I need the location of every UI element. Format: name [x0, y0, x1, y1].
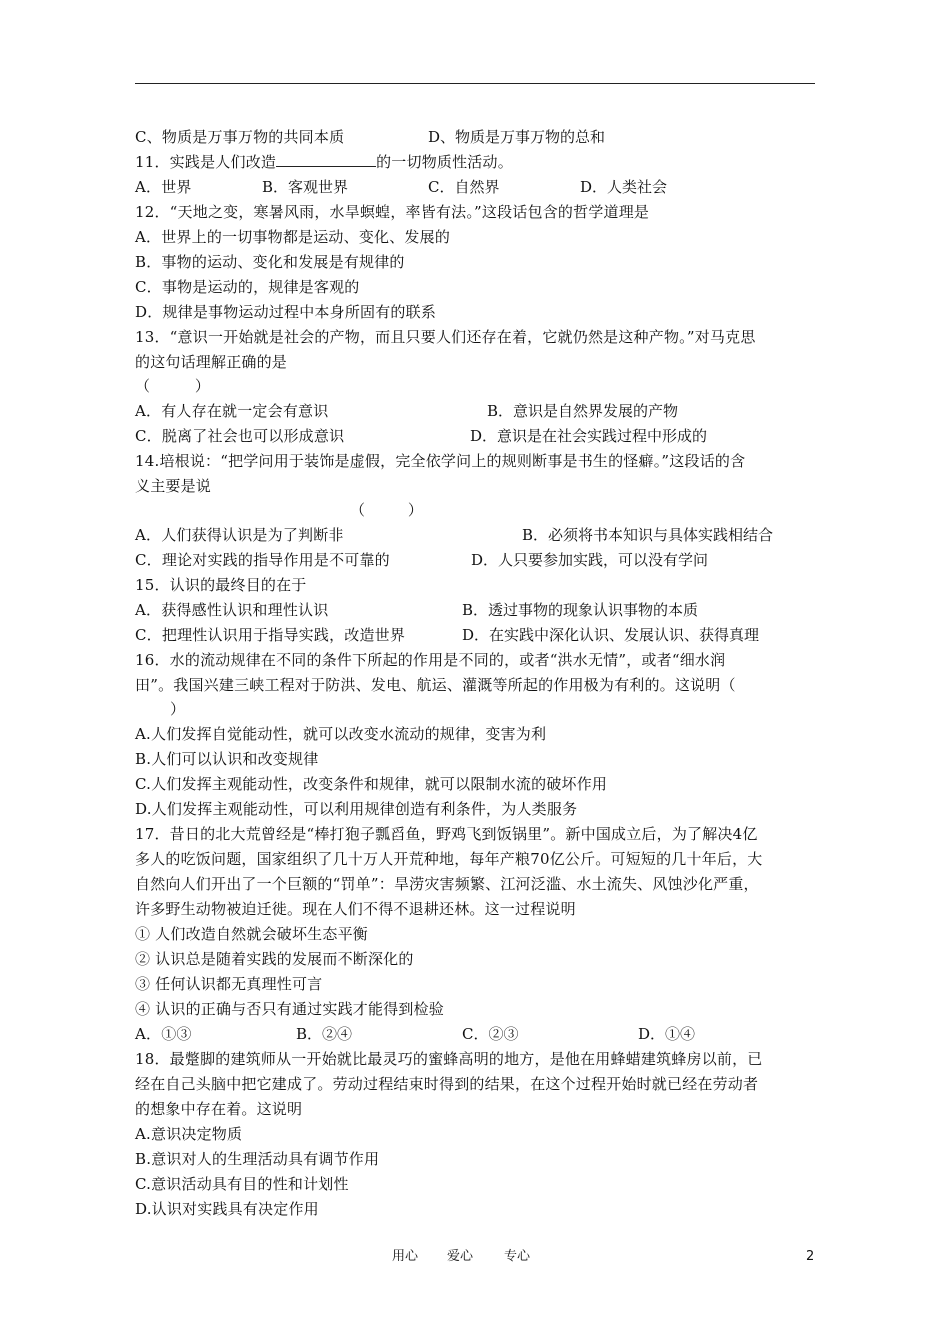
- q15-option-c: C．把理性认识用于指导实践，改造世界: [135, 626, 406, 644]
- q11-option-d: D．人类社会: [580, 178, 668, 196]
- q14-stem-line2: 义主要是说: [135, 477, 212, 495]
- q13-stem-line2: 的这句话理解正确的是: [135, 353, 288, 371]
- q16-option-c: C.人们发挥主观能动性，改变条件和规律，就可以限制水流的破坏作用: [135, 775, 608, 793]
- footer-motto-3: 专心: [504, 1249, 531, 1264]
- q12-option-b: B．事物的运动、变化和发展是有规律的: [135, 253, 405, 271]
- q11-option-a: A．世界: [135, 178, 192, 196]
- q17-item-3: ③ 任何认识都无真理性可言: [135, 975, 323, 993]
- q11-option-b: B．客观世界: [262, 178, 349, 196]
- q14-option-a: A．人们获得认识是为了判断非: [135, 526, 344, 544]
- q14-option-c: C．理论对实践的指导作用是不可靠的: [135, 551, 390, 569]
- q18-option-a: A.意识决定物质: [135, 1125, 243, 1143]
- q17-option-b: B．②④: [296, 1025, 353, 1043]
- q16-stem-line3: ）: [170, 700, 186, 718]
- q13-option-c: C．脱离了社会也可以形成意识: [135, 427, 345, 445]
- q17-stem-line3: 自然向人们开出了一个巨额的“罚单”：旱涝灾害频繁、江河泛滥、水土流失、风蚀沙化严重，: [135, 875, 759, 893]
- q13-option-b: B．意识是自然界发展的产物: [487, 402, 679, 420]
- q13-stem-line1: 13．“意识一开始就是社会的产物，而且只要人们还存在着，它就仍然是这种产物。”对马克思: [135, 328, 756, 346]
- q10-option-d: D、物质是万事万物的总和: [428, 128, 606, 146]
- q18-stem-line1: 18．最蹩脚的建筑师从一开始就比最灵巧的蜜蜂高明的地方，是他在用蜂蜡建筑蜂房以前，已: [135, 1050, 763, 1068]
- q12-option-c: C．事物是运动的，规律是客观的: [135, 278, 360, 296]
- q18-stem-line3: 的想象中存在着。这说明: [135, 1100, 303, 1118]
- q18-option-d: D.认识对实践具有决定作用: [135, 1200, 319, 1218]
- q13-option-a: A．有人存在就一定会有意识: [135, 402, 329, 420]
- q17-item-1: ① 人们改造自然就会破坏生态平衡: [135, 925, 368, 943]
- footer-motto-1: 用心: [392, 1249, 419, 1264]
- q16-stem-line2: 田”。我国兴建三峡工程对于防洪、发电、航运、灌溉等所起的作用极为有利的。这说明（: [135, 676, 736, 694]
- footer-motto-2: 爱心: [447, 1249, 474, 1264]
- q17-item-2: ② 认识总是随着实践的发展而不断深化的: [135, 950, 414, 968]
- q14-stem-line1: 14.培根说：“把学问用于装饰是虚假，完全依学问上的规则断事是书生的怪癖。”这段话的含: [135, 452, 746, 470]
- q12-option-a: A．世界上的一切事物都是运动、变化、发展的: [135, 228, 451, 246]
- q10-option-c: C、物质是万事万物的共同本质: [135, 128, 345, 146]
- q15-option-d: D．在实践中深化认识、发展认识、获得真理: [462, 626, 760, 644]
- q17-option-d: D．①④: [638, 1025, 696, 1043]
- q17-option-c: C．②③: [462, 1025, 519, 1043]
- q16-option-b: B.人们可以认识和改变规律: [135, 750, 319, 768]
- q12-option-d: D．规律是事物运动过程中本身所固有的联系: [135, 303, 437, 321]
- q11-option-c: C．自然界: [428, 178, 500, 196]
- q15-option-b: B．透过事物的现象认识事物的本质: [462, 601, 699, 619]
- q15-option-a: A．获得感性认识和理性认识: [135, 601, 329, 619]
- q17-item-4: ④ 认识的正确与否只有通过实践才能得到检验: [135, 1000, 444, 1018]
- q16-stem-line1: 16．水的流动规律在不同的条件下所起的作用是不同的，或者“洪水无情”，或者“细水润: [135, 651, 726, 669]
- page-number: 2: [806, 1249, 815, 1264]
- q13-answer-paren: （ ）: [135, 377, 211, 395]
- q18-stem-line2: 经在自己头脑中把它建成了。劳动过程结束时得到的结果，在这个过程开始时就已经在劳动者: [135, 1075, 759, 1093]
- q16-option-a: A.人们发挥自觉能动性，就可以改变水流动的规律，变害为利: [135, 725, 547, 743]
- q14-option-b: B．必须将书本知识与具体实践相结合: [522, 526, 774, 544]
- q17-stem-line2: 多人的吃饭问题，国家组织了几十万人开荒种地，每年产粮70亿公斤。可短短的几十年后，大: [135, 850, 763, 868]
- q17-stem-line1: 17．昔日的北大荒曾经是“棒打狍子瓢舀鱼，野鸡飞到饭锅里”。新中国成立后，为了解决4亿: [135, 825, 758, 843]
- q13-option-d: D．意识是在社会实践过程中形成的: [470, 427, 708, 445]
- answer-blank: [276, 152, 376, 167]
- q17-stem-line4: 许多野生动物被迫迁徙。现在人们不得不退耕还林。这一过程说明: [135, 900, 576, 918]
- q18-option-c: C.意识活动具有目的性和计划性: [135, 1175, 349, 1193]
- q18-option-b: B.意识对人的生理活动具有调节作用: [135, 1150, 380, 1168]
- q14-answer-paren: （ ）: [350, 501, 423, 519]
- header-rule: [135, 83, 815, 84]
- q15-stem: 15．认识的最终目的在于: [135, 576, 307, 594]
- q17-option-a: A．①③: [135, 1025, 192, 1043]
- q16-option-d: D.人们发挥主观能动性，可以利用规律创造有利条件，为人类服务: [135, 800, 578, 818]
- q11-stem: 11．实践是人们改造 的一切物质性活动。: [135, 153, 513, 171]
- q14-option-d: D．人只要参加实践，可以没有学问: [471, 551, 709, 569]
- q12-stem: 12．“天地之变，寒暑风雨，水旱螟蝗，率皆有法。”这段话包含的哲学道理是: [135, 203, 650, 221]
